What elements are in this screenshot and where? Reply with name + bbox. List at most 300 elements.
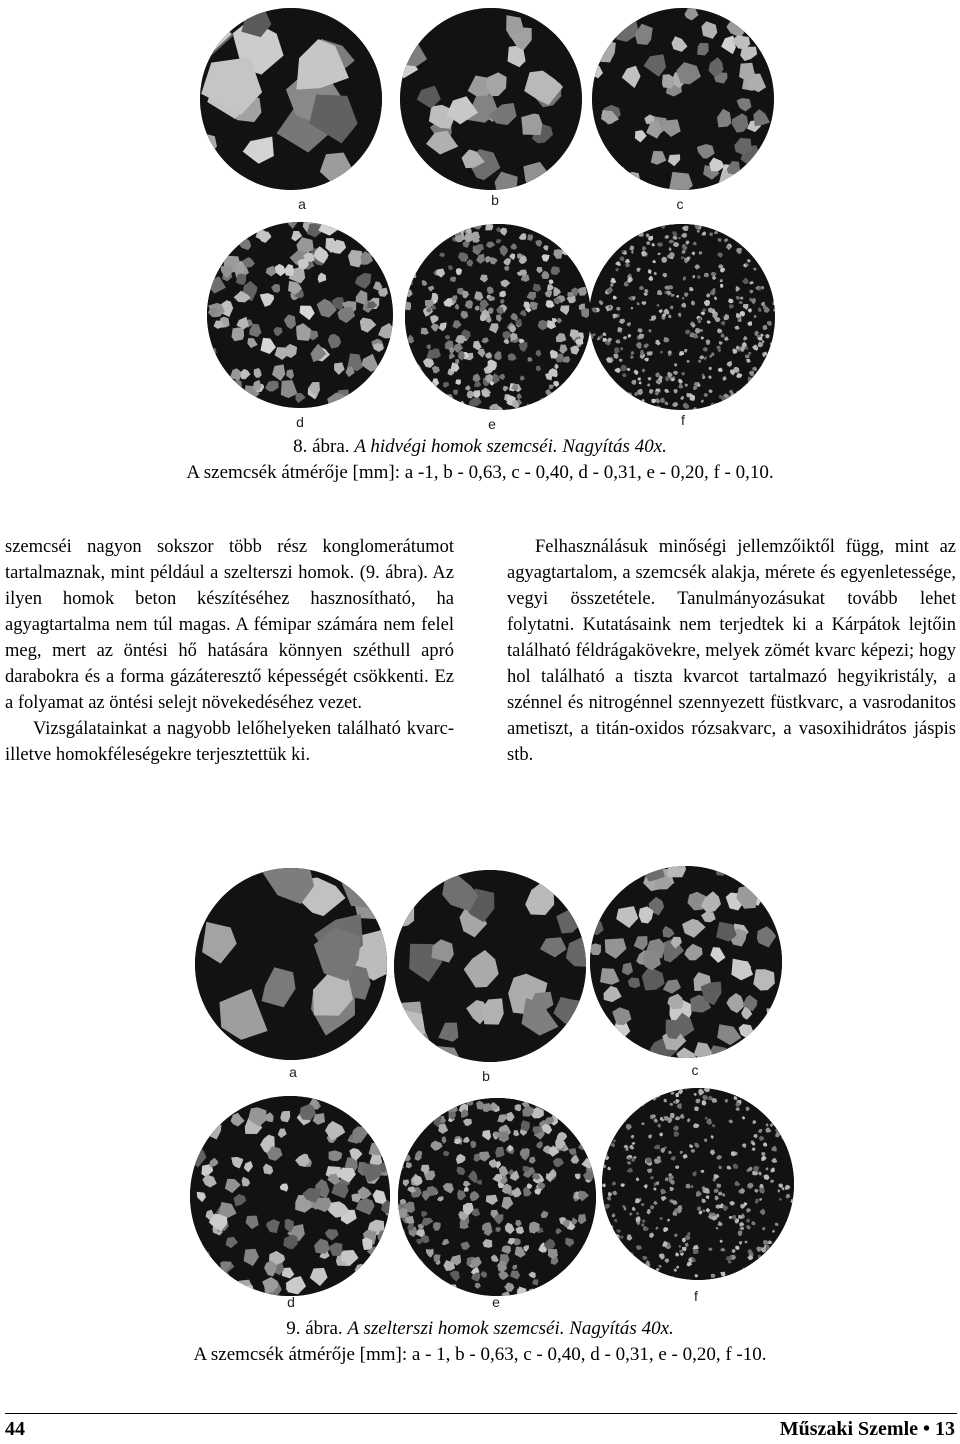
plate-label-8e: e [488, 416, 496, 432]
sand-grain [419, 253, 424, 258]
sand-grain [414, 247, 423, 254]
sand-grain [660, 408, 663, 410]
sand-grain [765, 248, 769, 252]
sand-grain [721, 405, 727, 410]
sand-grain [763, 256, 767, 261]
micrograph-9a [195, 868, 387, 1060]
sand-grain [350, 395, 365, 408]
sand-grain [595, 235, 600, 239]
sand-grain [549, 224, 555, 229]
sand-grain [605, 1120, 611, 1126]
sand-grain [747, 1270, 751, 1275]
plate-label-8c: c [676, 196, 684, 212]
sand-grain [748, 1273, 754, 1278]
sand-grain [556, 1283, 561, 1289]
sand-grain [626, 1268, 631, 1272]
plate-label-9c: c [691, 1062, 699, 1078]
sand-grain [581, 366, 589, 374]
sand-grain [547, 394, 556, 404]
sand-grain [594, 226, 600, 231]
sand-grain [528, 1289, 536, 1296]
sand-grain [598, 1042, 613, 1058]
sand-grain [758, 1255, 761, 1259]
sand-grain [571, 249, 577, 255]
micrograph-9b [394, 870, 586, 1062]
sand-grain [753, 23, 770, 37]
sand-grain [590, 238, 595, 244]
sand-grain [776, 1106, 779, 1110]
sand-grain [422, 1289, 430, 1296]
sand-grain [632, 1268, 636, 1273]
sand-grain [747, 229, 751, 233]
sand-grain [760, 247, 765, 252]
figure-8-number: 8. ábra. [293, 436, 350, 457]
sand-grain [771, 282, 775, 288]
sand-grain [768, 874, 782, 889]
sand-grain [398, 1130, 406, 1139]
sand-grain [405, 369, 411, 376]
sand-grain [556, 390, 565, 399]
sand-grain [208, 227, 219, 237]
sand-grain [359, 222, 372, 234]
sand-grain [437, 224, 445, 230]
sand-grain [603, 1270, 608, 1276]
sand-grain [587, 1285, 596, 1296]
sand-grain [617, 172, 641, 190]
sand-grain [629, 406, 633, 410]
sand-grain [405, 382, 414, 390]
left-paragraph-2: Vizsgálatainkat a nagyobb lelőhelyeken található kvarc- illetve homokféleségekre terjesztettük ki. [5, 719, 454, 765]
sand-grain [229, 380, 242, 394]
sand-grain [384, 370, 393, 379]
sand-grain [583, 1130, 590, 1138]
sand-grain [417, 870, 440, 881]
sand-grain [234, 222, 255, 235]
sand-grain [779, 1088, 783, 1090]
sand-grain [416, 399, 422, 406]
sand-grain [737, 390, 741, 395]
plate-label-8f: f [681, 412, 685, 428]
sand-grain [609, 394, 614, 399]
plate-label-9e: e [492, 1294, 500, 1310]
sand-grain [398, 1270, 408, 1279]
sand-grain [720, 279, 723, 282]
sand-grain [443, 394, 453, 403]
micrograph-9e [398, 1098, 596, 1296]
sand-grain [723, 401, 726, 404]
sand-grain [406, 389, 412, 396]
sand-grain [213, 373, 223, 383]
sand-grain [369, 222, 379, 235]
plate-label-8d: d [296, 414, 304, 430]
sand-grain [780, 1243, 785, 1248]
sand-grain [774, 1264, 778, 1268]
sand-grain [533, 1098, 543, 1104]
sand-grain [411, 1109, 421, 1121]
sand-grain [366, 234, 382, 252]
sand-grain [419, 224, 426, 230]
sand-grain [418, 173, 443, 190]
sand-grain [566, 1116, 573, 1122]
sand-grain [781, 1241, 785, 1245]
sand-grain [602, 1150, 604, 1153]
sand-grain [602, 1217, 605, 1222]
sand-grain [585, 252, 591, 258]
sand-grain [767, 1008, 782, 1027]
sand-grain [589, 224, 592, 227]
sand-grain [760, 155, 774, 173]
sand-grain [753, 268, 756, 271]
sand-grain [590, 1029, 610, 1053]
sand-grain [214, 1096, 231, 1110]
sand-grain [589, 381, 594, 386]
sand-grain [236, 274, 246, 285]
sand-grain [753, 153, 772, 168]
micrograph-8e [405, 224, 591, 410]
sand-grain [606, 1125, 610, 1130]
sand-grain [354, 1270, 368, 1283]
sand-grain [420, 1098, 429, 1103]
sand-grain [743, 1268, 747, 1272]
sand-grain [767, 250, 771, 253]
sand-grain [771, 1277, 776, 1280]
sand-grain [772, 1270, 775, 1273]
sand-grain [778, 1267, 782, 1272]
sand-grain [224, 235, 233, 245]
sand-grain [441, 1282, 451, 1293]
sand-grain [771, 361, 775, 365]
sand-grain [623, 1095, 628, 1101]
plate-label-9a: a [289, 1064, 297, 1080]
sand-grain [760, 1092, 764, 1097]
right-paragraph-1: Felhasználásuk minőségi jellemzőiktől függ, mint az agyagtartalom, a szemcsék alakja, mérete és egyenletessége, vegyi összetétele. Tanulmányozásukat tovább lehet folytatni. Kutatásaink nem terjedtek ki a Kárpátok lejtőin található féldrágakövekre, melyek zömét kvarc képezi; hogy hol található a tiszta kvarcot tartalmazó hegyikristály, a szénnel és nitrogénnel szennyezett füstkvarc, a vasrodanitos ametiszt, a titán-oxidos rózsakvarc, a vasoxihidrátos jáspis stb. [507, 537, 956, 765]
sand-grain [190, 1127, 201, 1139]
sand-grain [533, 224, 542, 231]
figure-9-caption [0, 1316, 960, 1368]
sand-grain [485, 224, 493, 230]
sand-grain [416, 8, 443, 23]
sand-grain [563, 238, 568, 243]
left-paragraph-1: szemcséi nagyon sokszor több rész konglomerátumot tartalmaznak, mint például a szelterszi homok. (9. ábra). Az ilyen homok beton készítéséhez hasznosítható, ha agyagtartalma nem túl magas. A fémipar számára nem felel meg, mert az öntési hő hatására könnyen széthull apró darabokra és a forma gázáteresztő képességét csökkenti. Ez a folyamat az öntési selejt növekedéséhez vezet. [5, 537, 454, 713]
sand-grain [614, 1273, 620, 1279]
sand-grain [231, 327, 244, 341]
sand-grain [746, 1047, 760, 1058]
sand-grain [612, 1253, 618, 1257]
sand-grain [563, 870, 584, 886]
sand-grain [405, 260, 410, 268]
sand-grain [556, 394, 564, 402]
sand-grain [781, 1104, 785, 1109]
sand-grain [572, 377, 578, 383]
sand-grain [785, 1240, 790, 1244]
sand-grain [567, 1278, 577, 1286]
sand-grain [403, 1269, 409, 1275]
sand-grain [558, 398, 564, 406]
sand-grain [581, 258, 591, 267]
sand-grain [385, 231, 393, 244]
sand-grain [741, 1089, 747, 1094]
sand-grain [239, 1285, 255, 1296]
sand-grain [580, 1129, 589, 1138]
sand-grain [403, 1279, 412, 1287]
sand-grain [403, 1098, 411, 1104]
sand-grain [719, 404, 722, 408]
sand-grain [577, 1130, 585, 1138]
sand-grain [429, 224, 439, 231]
sand-grain [406, 226, 412, 231]
sand-grain [782, 1248, 788, 1254]
sand-grain [411, 391, 418, 398]
sand-grain [606, 405, 611, 410]
sand-grain [615, 1120, 618, 1124]
micrograph-8d [207, 222, 393, 408]
sand-grain [610, 1243, 615, 1249]
plate-label-9f: f [694, 1288, 698, 1304]
sand-grain [590, 898, 598, 916]
figure-8-caption [0, 434, 960, 486]
sand-grain [216, 222, 226, 231]
micrograph-8f [589, 224, 775, 410]
sand-grain [746, 228, 750, 233]
sand-grain [609, 234, 613, 238]
sand-grain [587, 233, 591, 241]
sand-grain [651, 1272, 656, 1277]
sand-grain [569, 239, 574, 244]
sand-grain [780, 1265, 785, 1271]
sand-grain [217, 1283, 233, 1296]
sand-grain [785, 1235, 788, 1238]
sand-grain [231, 1096, 250, 1105]
sand-grain [604, 1104, 609, 1110]
sand-grain [365, 1119, 376, 1134]
sand-grain [611, 1114, 615, 1118]
sand-grain [771, 1088, 776, 1090]
sand-grain [405, 374, 408, 378]
sand-grain [768, 271, 774, 276]
sand-grain [781, 1247, 785, 1251]
sand-grain [773, 367, 775, 371]
sand-grain [601, 407, 605, 410]
sand-grain [761, 235, 764, 239]
sand-grain [529, 224, 534, 230]
sand-grain [593, 270, 597, 274]
sand-grain [582, 1098, 592, 1108]
sand-grain [636, 407, 641, 410]
sand-grain [590, 273, 596, 279]
sand-grain [711, 224, 716, 229]
sand-grain [594, 389, 598, 393]
sand-grain [597, 237, 603, 242]
sand-grain [597, 245, 603, 249]
plate-label-9d: d [287, 1294, 295, 1310]
sand-grain [415, 238, 424, 246]
sand-grain [757, 224, 761, 227]
sand-grain [578, 398, 583, 403]
sand-grain [770, 371, 775, 377]
sand-grain [782, 1272, 786, 1275]
sand-grain [602, 379, 607, 384]
sand-grain [575, 224, 585, 230]
sand-grain [405, 272, 411, 280]
sand-grain [616, 235, 621, 240]
sand-grain [639, 1098, 643, 1102]
sand-grain [603, 241, 609, 247]
sand-grain [401, 1267, 407, 1274]
sand-grain [771, 271, 775, 276]
sand-grain [606, 1253, 609, 1256]
sand-grain [545, 228, 552, 234]
sand-grain [531, 405, 538, 410]
sand-grain [751, 237, 754, 240]
sand-grain [412, 1098, 420, 1102]
sand-grain [452, 1098, 460, 1102]
sand-grain [708, 224, 713, 227]
sand-grain [579, 238, 585, 244]
figure-9-title: A szelterszi homok szemcséi. Nagyítás 40x. [347, 1318, 674, 1339]
sand-grain [745, 1088, 749, 1090]
plate-label-8b: b [491, 192, 499, 208]
sand-grain [195, 1098, 209, 1112]
sand-grain [394, 1010, 425, 1045]
sand-grain [669, 1276, 674, 1280]
sand-grain [400, 14, 417, 31]
sand-grain [734, 180, 758, 190]
sand-grain [791, 1228, 794, 1233]
sand-grain [588, 1241, 596, 1248]
sand-grain [596, 363, 601, 369]
sand-grain [585, 1134, 591, 1140]
sand-grain [537, 406, 542, 410]
sand-grain [631, 1094, 635, 1097]
sand-grain [602, 1149, 604, 1153]
journal-name: Műszaki Szemle • 13 [779, 1418, 955, 1440]
plate-label-9b: b [482, 1068, 490, 1084]
sand-grain [778, 1120, 783, 1124]
figure-9-diameters: A szemcsék átmérője [mm]: a - 1, b - 0,63, c - 0,40, d - 0,31, e - 0,20, f -10. [193, 1344, 767, 1365]
sand-grain [641, 224, 644, 226]
footer-rule [5, 1413, 957, 1414]
sand-grain [374, 247, 387, 258]
sand-grain [601, 382, 604, 385]
sand-grain [365, 1259, 374, 1269]
sand-grain [582, 236, 589, 242]
sand-grain [773, 361, 775, 366]
sand-grain [420, 383, 429, 392]
sand-grain [764, 224, 770, 230]
sand-grain [746, 224, 749, 227]
sand-grain [786, 1133, 789, 1136]
sand-grain [783, 1246, 787, 1249]
sand-grain [433, 400, 443, 408]
sand-grain [758, 394, 764, 400]
sand-grain [777, 1262, 782, 1266]
sand-grain [592, 157, 609, 174]
sand-grain [760, 236, 763, 240]
sand-grain [425, 394, 433, 403]
sand-grain [410, 1290, 420, 1296]
sand-grain [406, 388, 416, 398]
sand-grain [789, 1115, 794, 1119]
sand-grain [216, 1102, 231, 1113]
sand-grain [615, 1093, 617, 1096]
sand-grain [412, 236, 420, 243]
sand-grain [743, 8, 760, 28]
sand-grain [414, 372, 423, 381]
sand-grain [578, 249, 587, 258]
sand-grain [539, 397, 546, 406]
sand-grain [593, 238, 598, 243]
sand-grain [791, 1253, 794, 1258]
sand-grain [418, 1285, 428, 1296]
sand-grain [760, 401, 766, 406]
sand-grain [572, 1283, 579, 1289]
sand-grain [771, 267, 775, 272]
sand-grain [552, 1277, 564, 1288]
sand-grain [780, 1119, 785, 1124]
sand-grain [634, 405, 639, 410]
sand-grain [598, 228, 604, 233]
micrograph-9f [602, 1088, 794, 1280]
sand-grain [782, 1273, 787, 1278]
sand-grain [604, 13, 624, 31]
left-column [5, 534, 454, 768]
sand-grain [561, 871, 586, 900]
sand-grain [592, 244, 596, 248]
sand-grain [408, 1121, 415, 1129]
sand-grain [611, 1088, 615, 1092]
sand-grain [207, 257, 214, 267]
sand-grain [746, 1276, 749, 1280]
micrograph-8c [592, 8, 774, 190]
sand-grain [766, 368, 770, 373]
sand-grain [762, 1105, 767, 1110]
sand-grain [616, 1106, 620, 1110]
sand-grain [408, 1259, 418, 1268]
sand-grain [412, 1267, 419, 1275]
sand-grain [768, 367, 772, 371]
sand-grain [191, 1256, 213, 1278]
sand-grain [589, 256, 591, 259]
plate-label-8a: a [298, 196, 306, 212]
sand-grain [753, 247, 756, 250]
sand-grain [405, 362, 413, 371]
sand-grain [748, 395, 752, 399]
sand-grain [410, 246, 417, 252]
sand-grain [406, 270, 412, 277]
sand-grain [758, 226, 763, 230]
figure-9-number: 9. ábra. [286, 1318, 343, 1339]
sand-grain [735, 11, 748, 26]
sand-grain [606, 1117, 610, 1120]
sand-grain [426, 403, 434, 410]
sand-grain [593, 252, 597, 258]
sand-grain [582, 1098, 591, 1106]
sand-grain [761, 1273, 764, 1276]
sand-grain [575, 1272, 586, 1281]
right-column [507, 534, 956, 768]
figure-8-diameters: A szemcsék átmérője [mm]: a -1, b - 0,63, c - 0,40, d - 0,31, e - 0,20, f - 0,10. [186, 462, 774, 483]
micrograph-8a [200, 8, 382, 190]
sand-grain [608, 1095, 611, 1098]
sand-grain [591, 280, 594, 283]
sand-grain [553, 8, 580, 22]
sand-grain [729, 403, 734, 409]
sand-grain [543, 1098, 552, 1105]
sand-grain [608, 224, 611, 226]
page-number: 44 [5, 1418, 25, 1440]
sand-grain [399, 1230, 405, 1238]
sand-grain [617, 237, 622, 242]
